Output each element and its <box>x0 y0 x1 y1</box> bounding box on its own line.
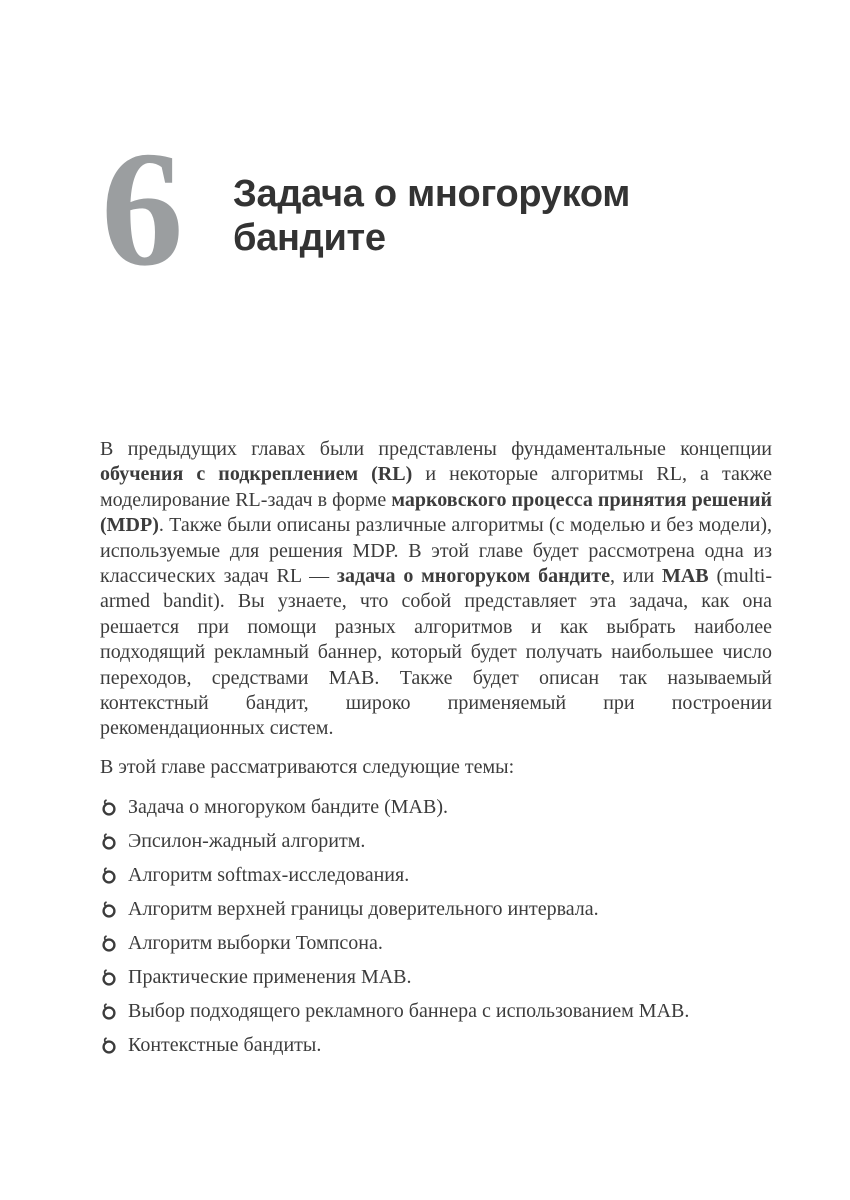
topic-label: Практические применения MAB. <box>128 966 412 989</box>
topic-item <box>100 999 772 1024</box>
circle-bullet-icon <box>101 799 117 816</box>
topics-list <box>100 795 772 1058</box>
topic-label: Контекстные бандиты. <box>128 1034 322 1057</box>
topic-item <box>100 795 772 820</box>
circle-bullet-icon <box>101 969 117 986</box>
chapter-content <box>100 437 772 1067</box>
chapter-title: Задача о многоруком бандите <box>233 173 631 259</box>
topic-item <box>100 965 772 990</box>
topics-lead: В этой главе рассматриваются следующие темы: <box>100 755 515 778</box>
topic-label: Эпсилон-жадный алгоритм. <box>128 830 366 853</box>
topic-label: Алгоритм softmax-исследования. <box>128 864 410 887</box>
circle-bullet-icon <box>101 1003 117 1020</box>
topic-label: Алгоритм верхней границы доверительного интервала. <box>128 898 599 921</box>
topic-item <box>100 1033 772 1058</box>
circle-bullet-icon <box>101 833 117 850</box>
topic-label: Выбор подходящего рекламного баннера с использованием MAB. <box>128 1000 690 1023</box>
topic-item <box>100 897 772 922</box>
topic-label: Задача о многоруком бандите (MAB). <box>128 796 448 819</box>
circle-bullet-icon <box>101 901 117 918</box>
circle-bullet-icon <box>101 867 117 884</box>
topic-item <box>100 829 772 854</box>
chapter-number: 6 <box>101 117 184 300</box>
topic-item <box>100 931 772 956</box>
topic-item <box>100 863 772 888</box>
circle-bullet-icon <box>101 935 117 952</box>
topic-label: Алгоритм выборки Томпсона. <box>128 932 383 955</box>
circle-bullet-icon <box>101 1037 117 1054</box>
intro-paragraph: В предыдущих главах были представлены фундаментальные концепции обучения с подкреплением (RL) и некоторые алгоритмы RL, а также моделирование RL-задач в форме марковского процесса принятия решений (MDP). Также были описаны различные алгоритмы (с моделью и без модели), используемые для решения MDP. В этой главе будет рассмотрена одна из классических задач RL — задача о многоруком бандите, или MAB (multi-armed bandit). Вы узнаете, что собой представляет эта задача, как она решается при помощи разных алгоритмов и как выбрать наиболее подходящий рекламный баннер, который будет получать наибольшее число переходов, средствами MAB. Также будет описан так называемый контекстный бандит, широко применяемый при построении рекомендационных систем. <box>100 438 773 740</box>
